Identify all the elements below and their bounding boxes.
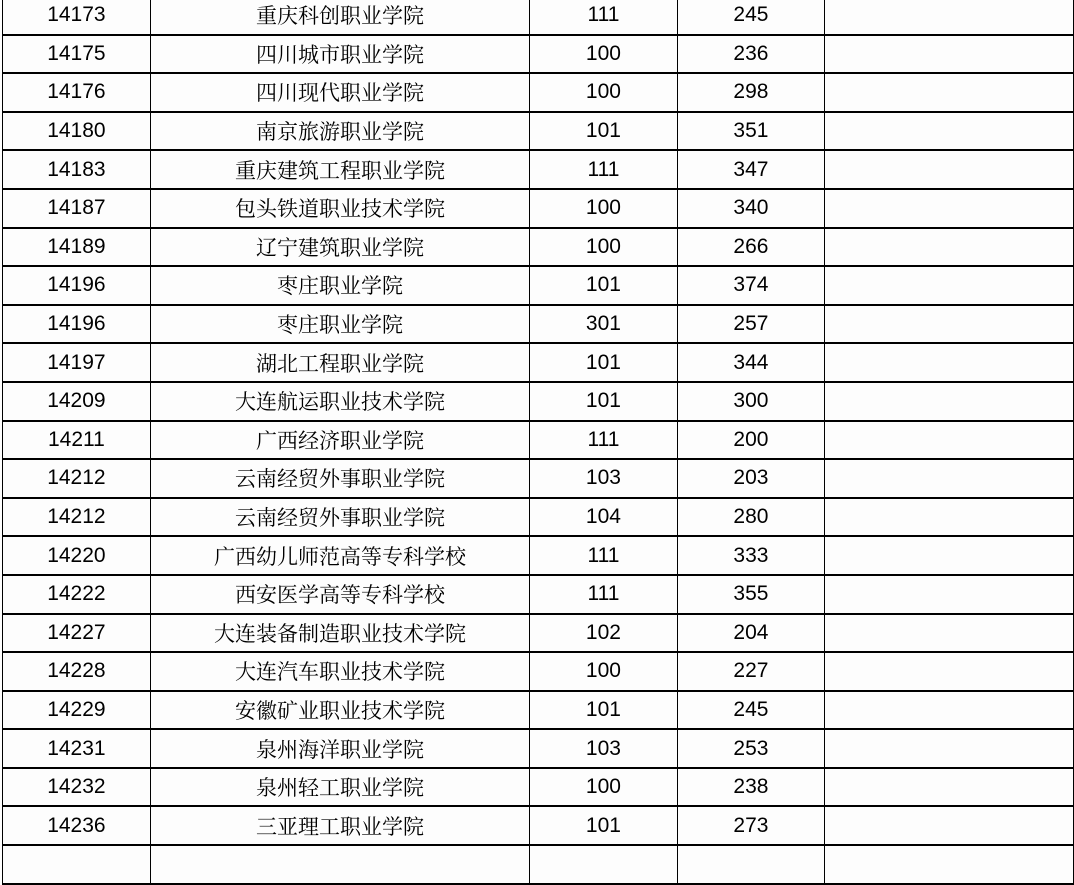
cell-school-code: 14220 — [3, 536, 151, 575]
cell-group-code: 103 — [530, 459, 678, 498]
cell-school-name: 泉州轻工职业学院 — [150, 768, 529, 807]
cell-group-code: 101 — [530, 266, 678, 305]
table-row — [3, 189, 1074, 228]
score-table-container — [2, 0, 1074, 885]
cell-school-name: 西安医学高等专科学校 — [150, 575, 529, 614]
cell-school-name: 四川现代职业学院 — [150, 73, 529, 112]
cell-empty — [825, 150, 1074, 189]
table-row — [3, 228, 1074, 267]
cell-empty — [825, 421, 1074, 460]
cell-school-code: 14189 — [3, 228, 151, 267]
cell-school-name: 南京旅游职业学院 — [150, 112, 529, 151]
cell-school-name: 大连航运职业技术学院 — [150, 382, 529, 421]
cell-school-name: 枣庄职业学院 — [150, 305, 529, 344]
cell-empty — [825, 228, 1074, 267]
cell-empty — [825, 845, 1074, 884]
cell-group-code: 102 — [530, 614, 678, 653]
cell-score: 257 — [677, 305, 825, 344]
cell-score: 266 — [677, 228, 825, 267]
cell-empty — [825, 112, 1074, 151]
cell-school-code: 14236 — [3, 806, 151, 845]
cell-group-code: 111 — [530, 536, 678, 575]
cell-empty — [825, 266, 1074, 305]
cell-score: 245 — [677, 0, 825, 35]
cell-school-name: 云南经贸外事职业学院 — [150, 459, 529, 498]
table-row — [3, 305, 1074, 344]
table-row — [3, 652, 1074, 691]
cell-score: 333 — [677, 536, 825, 575]
cell-school-code: 14176 — [3, 73, 151, 112]
cell-school-code: 14209 — [3, 382, 151, 421]
table-row — [3, 845, 1074, 884]
cell-school-name: 包头铁道职业技术学院 — [150, 189, 529, 228]
cell-school-code: 14231 — [3, 729, 151, 768]
cell-school-code: 14227 — [3, 614, 151, 653]
cell-group-code: 111 — [530, 575, 678, 614]
table-row — [3, 498, 1074, 537]
cell-group-code: 100 — [530, 189, 678, 228]
cell-group-code: 101 — [530, 112, 678, 151]
cell-score: 245 — [677, 691, 825, 730]
cell-score: 347 — [677, 150, 825, 189]
cell-group-code — [530, 845, 678, 884]
table-row — [3, 536, 1074, 575]
cell-empty — [825, 652, 1074, 691]
cell-empty — [825, 806, 1074, 845]
cell-score: 300 — [677, 382, 825, 421]
cell-score: 298 — [677, 73, 825, 112]
cell-score: 344 — [677, 343, 825, 382]
cell-empty — [825, 729, 1074, 768]
cell-school-name: 三亚理工职业学院 — [150, 806, 529, 845]
cell-score: 340 — [677, 189, 825, 228]
table-row — [3, 150, 1074, 189]
cell-school-name — [150, 845, 529, 884]
cell-empty — [825, 614, 1074, 653]
cell-school-code: 14175 — [3, 35, 151, 74]
cell-group-code: 301 — [530, 305, 678, 344]
cell-empty — [825, 343, 1074, 382]
cell-school-code: 14173 — [3, 0, 151, 35]
table-row — [3, 575, 1074, 614]
cell-score: 203 — [677, 459, 825, 498]
cell-school-code: 14212 — [3, 498, 151, 537]
cell-group-code: 101 — [530, 382, 678, 421]
cell-school-code: 14228 — [3, 652, 151, 691]
cell-school-code: 14222 — [3, 575, 151, 614]
cell-school-code: 14197 — [3, 343, 151, 382]
cell-school-code: 14212 — [3, 459, 151, 498]
cell-empty — [825, 35, 1074, 74]
cell-group-code: 101 — [530, 806, 678, 845]
cell-group-code: 101 — [530, 343, 678, 382]
cell-group-code: 100 — [530, 35, 678, 74]
cell-empty — [825, 305, 1074, 344]
cell-empty — [825, 459, 1074, 498]
table-row — [3, 614, 1074, 653]
cell-school-code: 14183 — [3, 150, 151, 189]
table-row — [3, 806, 1074, 845]
cell-score: 273 — [677, 806, 825, 845]
cell-score — [677, 845, 825, 884]
cell-school-name: 四川城市职业学院 — [150, 35, 529, 74]
cell-school-code: 14196 — [3, 305, 151, 344]
cell-empty — [825, 0, 1074, 35]
cell-score: 355 — [677, 575, 825, 614]
cell-school-name: 重庆建筑工程职业学院 — [150, 150, 529, 189]
cell-group-code: 101 — [530, 691, 678, 730]
cell-school-name: 安徽矿业职业技术学院 — [150, 691, 529, 730]
cell-empty — [825, 575, 1074, 614]
cell-school-name: 辽宁建筑职业学院 — [150, 228, 529, 267]
cell-school-name: 湖北工程职业学院 — [150, 343, 529, 382]
cell-school-code — [3, 845, 151, 884]
cell-empty — [825, 768, 1074, 807]
cell-school-name: 广西幼儿师范高等专科学校 — [150, 536, 529, 575]
table-row — [3, 0, 1074, 35]
cell-group-code: 100 — [530, 768, 678, 807]
cell-group-code: 111 — [530, 0, 678, 35]
cell-empty — [825, 189, 1074, 228]
cell-school-code: 14232 — [3, 768, 151, 807]
cell-score: 204 — [677, 614, 825, 653]
cell-school-code: 14229 — [3, 691, 151, 730]
table-row — [3, 691, 1074, 730]
cell-score: 253 — [677, 729, 825, 768]
cell-group-code: 100 — [530, 73, 678, 112]
cell-group-code: 111 — [530, 421, 678, 460]
table-row — [3, 73, 1074, 112]
cell-group-code: 100 — [530, 228, 678, 267]
cell-empty — [825, 73, 1074, 112]
cell-score: 200 — [677, 421, 825, 460]
cell-school-name: 大连汽车职业技术学院 — [150, 652, 529, 691]
table-row — [3, 421, 1074, 460]
cell-score: 236 — [677, 35, 825, 74]
cell-score: 227 — [677, 652, 825, 691]
cell-group-code: 100 — [530, 652, 678, 691]
cell-score: 351 — [677, 112, 825, 151]
cell-group-code: 103 — [530, 729, 678, 768]
table-row — [3, 382, 1074, 421]
table-row — [3, 729, 1074, 768]
table-row — [3, 266, 1074, 305]
table-row — [3, 35, 1074, 74]
cell-school-name: 泉州海洋职业学院 — [150, 729, 529, 768]
cell-group-code: 111 — [530, 150, 678, 189]
cell-group-code: 104 — [530, 498, 678, 537]
cell-score: 280 — [677, 498, 825, 537]
table-body — [3, 0, 1074, 884]
table-row — [3, 112, 1074, 151]
cell-school-code: 14211 — [3, 421, 151, 460]
cell-empty — [825, 536, 1074, 575]
cell-school-name: 重庆科创职业学院 — [150, 0, 529, 35]
cell-empty — [825, 498, 1074, 537]
table-row — [3, 459, 1074, 498]
score-table — [2, 0, 1074, 885]
cell-school-code: 14180 — [3, 112, 151, 151]
cell-school-name: 枣庄职业学院 — [150, 266, 529, 305]
cell-empty — [825, 382, 1074, 421]
table-row — [3, 768, 1074, 807]
cell-school-name: 大连装备制造职业技术学院 — [150, 614, 529, 653]
cell-score: 374 — [677, 266, 825, 305]
cell-school-name: 云南经贸外事职业学院 — [150, 498, 529, 537]
cell-school-name: 广西经济职业学院 — [150, 421, 529, 460]
cell-score: 238 — [677, 768, 825, 807]
table-row — [3, 343, 1074, 382]
cell-school-code: 14196 — [3, 266, 151, 305]
cell-empty — [825, 691, 1074, 730]
cell-school-code: 14187 — [3, 189, 151, 228]
